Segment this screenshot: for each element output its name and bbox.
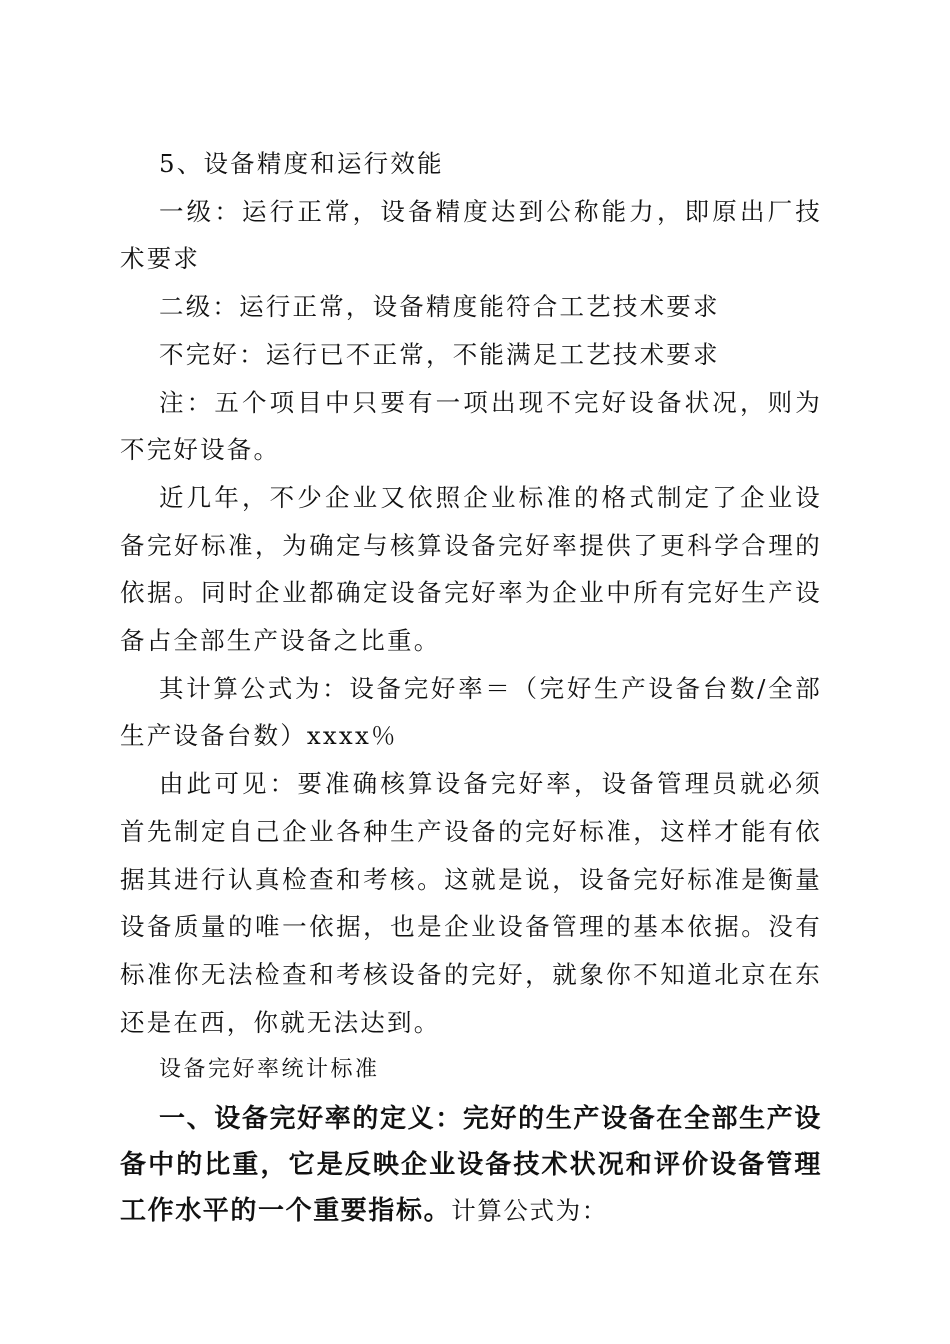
paragraph-not-intact: 不完好：运行已不正常，不能满足工艺技术要求 [159, 339, 720, 369]
subheading-statistics-standard: 设备完好率统计标准 [159, 1057, 380, 1083]
document-body [120, 140, 822, 1234]
paragraph-recent-years: 近几年，不少企业又依照企业标准的格式制定了企业设备完好标准，为确定与核算设备完好率提供了更科学合理的依据。同时企业都确定设备完好率为企业中所有完好生产设备占全部生产设备之比重。 [120, 482, 822, 656]
paragraph-level-one: 一级：运行正常，设备精度达到公称能力，即原出厂技术要求 [120, 196, 822, 274]
paragraph-conclusion: 由此可见：要准确核算设备完好率，设备管理员就必须首先制定自己企业各种生产设备的完好标准，这样才能有依据其进行认真检查和考核。这就是说，设备完好标准是衡量设备质量的唯一依据，也是企业设备管理的基本依据。没有标准你无法检查和考核设备的完好，就象你不知道北京在东还是在西，你就无法达到。 [120, 769, 822, 1037]
paragraph-level-two: 二级：运行正常，设备精度能符合工艺技术要求 [159, 292, 720, 322]
paragraph-formula: 其计算公式为：设备完好率＝（完好生产设备台数/全部生产设备台数）xxxx％ [120, 673, 822, 751]
definition-paragraph [120, 1096, 822, 1234]
section-heading-precision: 5、设备精度和运行效能 [159, 149, 444, 178]
definition-formula-label: 计算公式为： [451, 1196, 608, 1226]
definition-bold-text: 一、设备完好率的定义：完好的生产设备在全部生产设备中的比重，它是反映企业设备技术状况和评价设备管理工作水平的一个重要指标。 [120, 1104, 822, 1227]
paragraph-note: 注：五个项目中只要有一项出现不完好设备状况，则为不完好设备。 [120, 387, 822, 465]
